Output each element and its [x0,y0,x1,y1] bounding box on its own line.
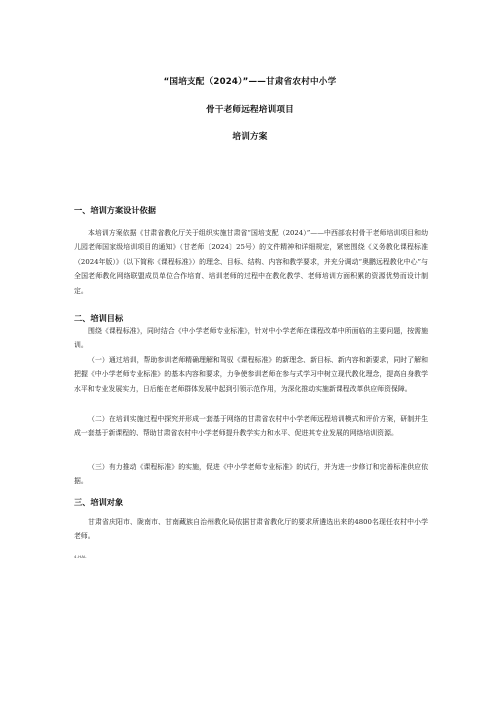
goals-intro-paragraph: 围绕《课程标准》，同时结合《中小学老师专业标准》，针对中小学老师在课程改革中所面临的主要问题，按需施训。 [74,327,428,350]
section-heading-goals: 二、培训目标 [74,313,124,323]
goals-item-1-paragraph: （一）通过培训，帮助参训老师精确理解和驾驭《课程标准》的新理念、新目标、新内容和新要求，同时了解和把握《中小学老师专业标准》的基本内容和要求，力争使参训老师在参与式学习中树立现代教化理念，提高自身教学水平和专业发展实力，日后能在老师群体发展中起到引领示范作用，为深化推动实施新课程改革供应师资保障。 [74,356,428,393]
document-title-line-3: 培训方案 [232,132,268,142]
goals-item-3-paragraph: （三）有力推动《课程标准》的实施，促进《中小学老师专业标准》的试行，并为进一步修订和完善标准供应依据。 [74,463,428,486]
section-basis-paragraph: 本培训方案依据《甘肃省教化厅关于组织实施甘肃省“国培支配（2024）”——中西部农村骨干老师培训项目和幼儿园老师国家级培训项目的通知》（甘老师〔2024〕25号）的文件精神和详细规定，紧密围绕《义务教化课程标准（2024年版）》（以下简称《课程标准》）的理念、目标、结构、内容和教学要求，并充分调动“奥鹏远程教化中心”与全国老师教化网络联盟成员单位合作培育、培训老师的过程中在教化教学、老师培训方面积累的资源优势而设计制定。 [74,229,428,295]
document-title-line-1: “国培支配（2024）”——甘肃省农村中小学 [163,77,337,87]
goals-item-2-paragraph: （二）在培训实施过程中探究并形成一套基于网络的甘肃省农村中小学老师远程培训模式和评价方案，研制并生成一套基于新课程的、帮助甘肃省农村中小学老师提升教学实力和水平、促进其专业发展的网络培训资源。 [74,415,428,438]
footer-mark: 4.HAL [74,554,87,559]
audience-paragraph: 甘肃省庆阳市、陇南市、甘南藏族自治州教化局依据甘肃省教化厅的要求所遴选出来的4800名现任农村中小学老师。 [74,518,428,541]
section-heading-audience: 三、培训对象 [74,497,124,507]
document-title-line-2: 骨干老师远程培训项目 [206,105,294,115]
section-heading-basis: 一、培训方案设计依据 [74,205,156,215]
